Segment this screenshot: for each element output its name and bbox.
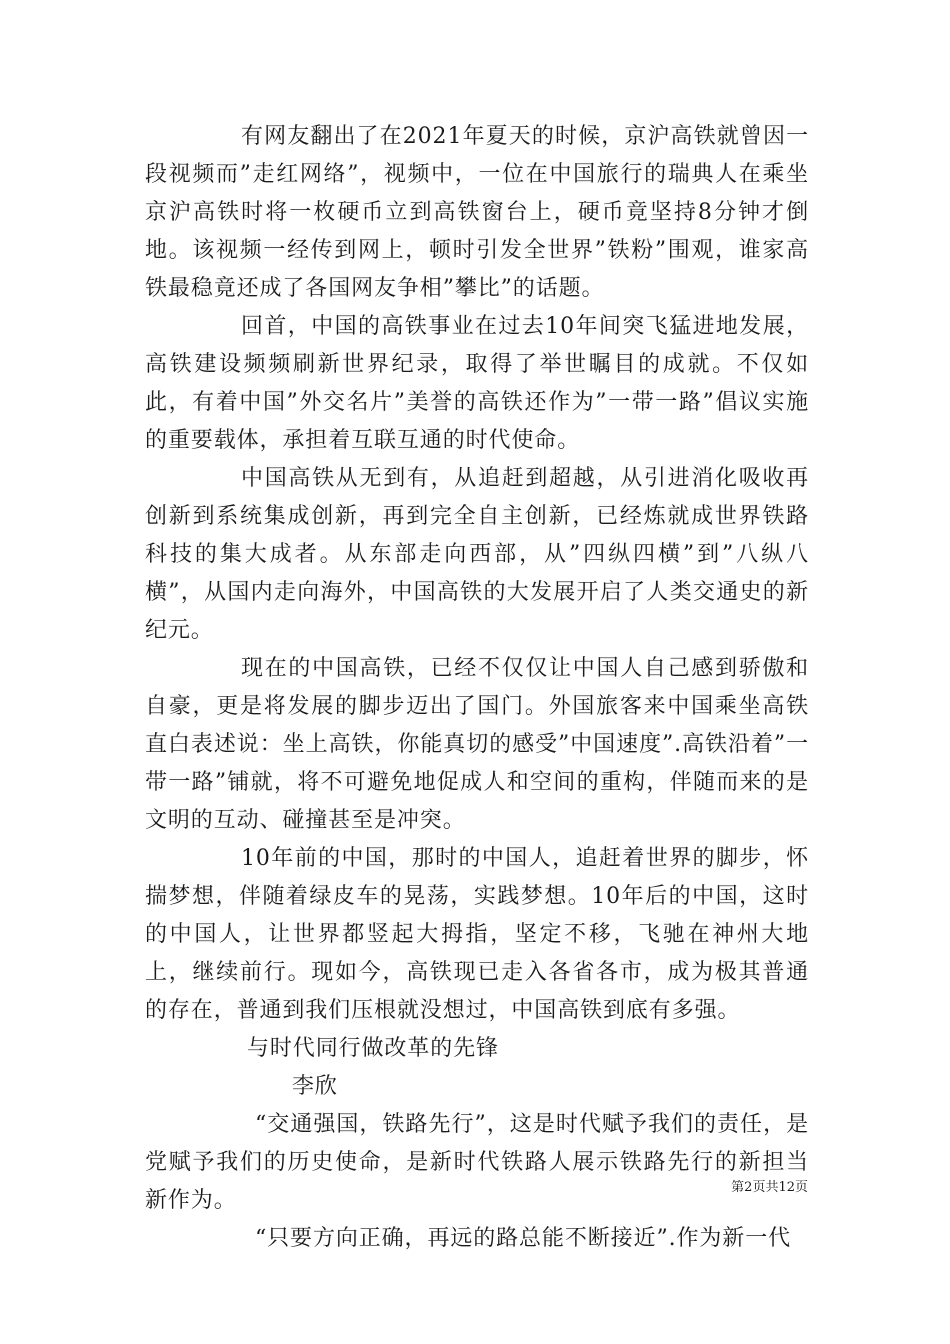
document-body xyxy=(145,118,809,1258)
paragraph-railway-first: “交通强国，铁路先行”，这是时代赋予我们的责任，是党赋予我们的历史使命，是新时代铁路人展示铁路先行的新担当新作为。 xyxy=(145,1112,809,1213)
paragraph-pride: 现在的中国高铁，已经不仅仅让中国人自己感到骄傲和自豪，更是将发展的脚步迈出了国门。外国旅客来中国乘坐高铁直白表述说：坐上高铁，你能真切的感受”中国速度”.高铁沿着”一带一路”铺就，将不可避免地促成人和空间的重构，伴随而来的是文明的互动、碰撞甚至是冲突。 xyxy=(145,656,809,833)
paragraph-ten-years: 10年前的中国，那时的中国人，追赶着世界的脚步，怀揣梦想，伴随着绿皮车的晃荡，实践梦想。10年后的中国，这时的中国人，让世界都竖起大拇指，坚定不移，飞驰在神州大地上，继续前行。现如今，高铁现已走入各省各市，成为极其普通的存在，普通到我们压根就没想过，中国高铁到底有多强。 xyxy=(145,846,809,1023)
page-number: 第2页共12页 xyxy=(731,1180,808,1195)
paragraph-innovation: 中国高铁从无到有，从追赶到超越，从引进消化吸收再创新到系统集成创新，再到完全自主创新，已经炼就成世界铁路科技的集大成者。从东部走向西部，从”四纵四横”到”八纵八横”，从国内走向海外，中国高铁的大发展开启了人类交通史的新纪元。 xyxy=(145,466,809,643)
section-title: 与时代同行做改革的先锋 xyxy=(247,1036,499,1061)
paragraph-retrospect: 回首，中国的高铁事业在过去10年间突飞猛进地发展，高铁建设频频刷新世界纪录，取得了举世瞩目的成就。不仅如此，有着中国”外交名片”美誉的高铁还作为”一带一路”倡议实施的重要载体，承担着互联互通的时代使命。 xyxy=(145,314,809,453)
author-name: 李欣 xyxy=(292,1074,338,1099)
paragraph-direction: “只要方向正确，再远的路总能不断接近”.作为新一代 xyxy=(255,1226,791,1251)
paragraph-coin-video: 有网友翻出了在2021年夏天的时候，京沪高铁就曾因一段视频而”走红网络”，视频中，一位在中国旅行的瑞典人在乘坐京沪高铁时将一枚硬币立到高铁窗台上，硬币竟坚持8分钟才倒地。该视频一经传到网上，顿时引发全世界”铁粉”围观，谁家高铁最稳竟还成了各国网友争相”攀比”的话题。 xyxy=(145,124,809,301)
